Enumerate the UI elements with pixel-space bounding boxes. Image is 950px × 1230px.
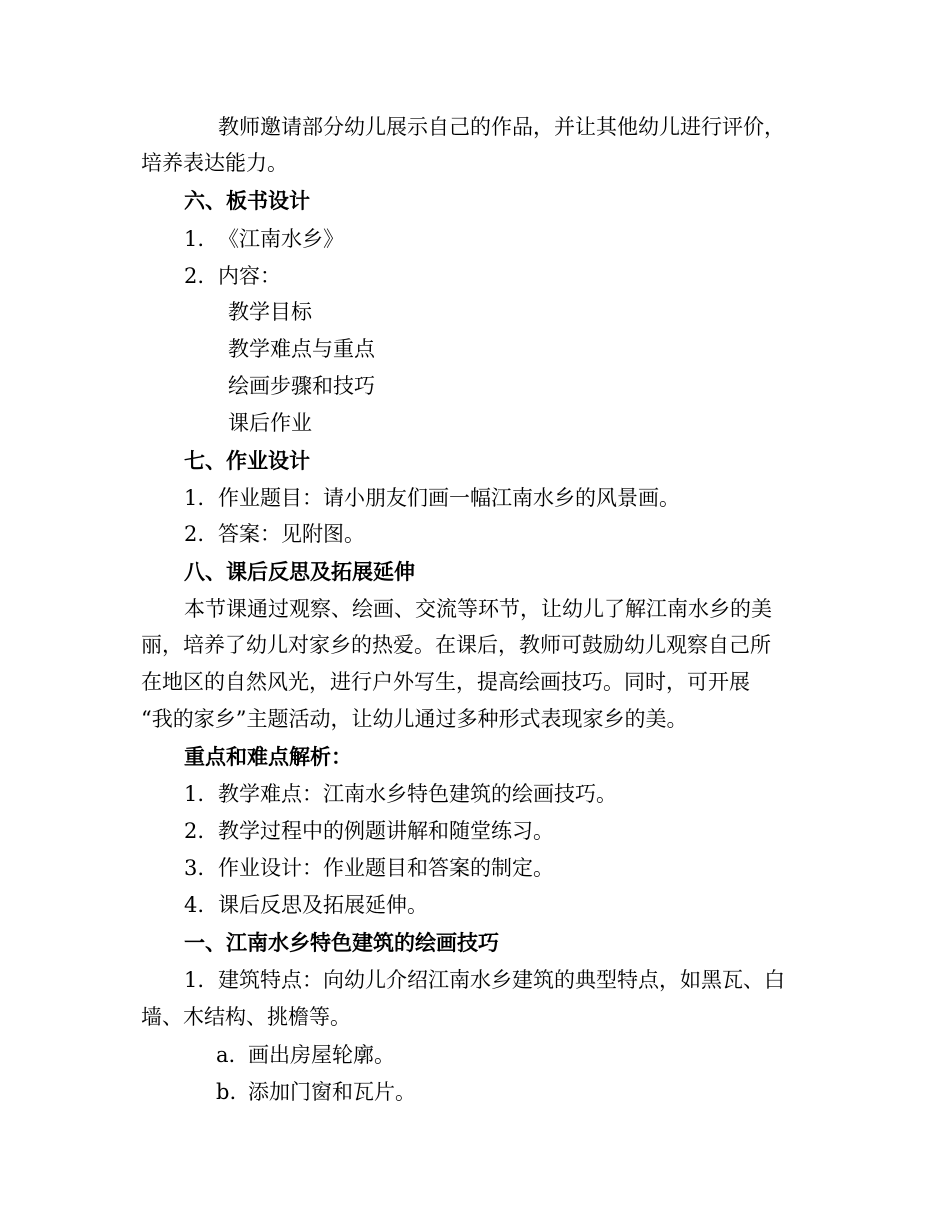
list-text: 内容： bbox=[218, 264, 281, 288]
list-item bbox=[184, 483, 680, 513]
list-text: 《江南水乡》 bbox=[218, 227, 344, 251]
list-text: 课后反思及拓展延伸。 bbox=[218, 893, 428, 917]
content-item: 课后作业 bbox=[228, 411, 312, 435]
sub-list-item bbox=[216, 1077, 416, 1107]
content-item: 教学目标 bbox=[228, 300, 312, 324]
sub-list-item bbox=[216, 1040, 395, 1070]
section-6-heading: 六、板书设计 bbox=[184, 188, 310, 213]
section-1-heading: 一、江南水乡特色建筑的绘画技巧 bbox=[184, 930, 499, 955]
reflection-line-3: 在地区的自然风光，进行户外写生，提高绘画技巧。同时，可开展 bbox=[141, 670, 750, 694]
list-item bbox=[184, 224, 344, 254]
list-item bbox=[184, 890, 428, 920]
list-item bbox=[184, 853, 554, 883]
list-text: 建筑特点：向幼儿介绍江南水乡建筑的典型特点，如黑瓦、白 bbox=[218, 968, 785, 992]
list-number: 1. bbox=[184, 486, 205, 510]
list-text: 作业设计：作业题目和答案的制定。 bbox=[218, 856, 554, 880]
sub-list-label: b. bbox=[216, 1080, 237, 1104]
list-number: 2. bbox=[184, 819, 205, 843]
list-number: 1. bbox=[184, 227, 205, 251]
list-text: 答案：见附图。 bbox=[218, 522, 365, 546]
content-item: 绘画步骤和技巧 bbox=[228, 374, 375, 398]
reflection-line-2: 丽，培养了幼儿对家乡的热爱。在课后，教师可鼓励幼儿观察自己所 bbox=[141, 633, 771, 657]
list-number: 2. bbox=[184, 264, 205, 288]
intro-paragraph-line-2: 培养表达能力。 bbox=[141, 151, 288, 175]
list-item bbox=[184, 816, 554, 846]
analysis-heading: 重点和难点解析： bbox=[184, 744, 352, 769]
list-text: 教学难点：江南水乡特色建筑的绘画技巧。 bbox=[218, 782, 617, 806]
list-number: 1. bbox=[184, 782, 205, 806]
list-item bbox=[184, 779, 617, 809]
section-8-heading: 八、课后反思及拓展延伸 bbox=[184, 559, 415, 584]
list-text: 教学过程中的例题讲解和随堂练习。 bbox=[218, 819, 554, 843]
list-item bbox=[184, 261, 281, 291]
sub-list-label: a. bbox=[216, 1043, 236, 1067]
reflection-line-4: “我的家乡”主题活动，让幼儿通过多种形式表现家乡的美。 bbox=[141, 707, 688, 731]
section-7-heading: 七、作业设计 bbox=[184, 448, 310, 473]
list-number: 2. bbox=[184, 522, 205, 546]
list-item-continuation: 墙、木结构、挑檐等。 bbox=[141, 1005, 351, 1029]
list-text: 作业题目：请小朋友们画一幅江南水乡的风景画。 bbox=[218, 486, 680, 510]
sub-list-text: 画出房屋轮廓。 bbox=[248, 1043, 395, 1067]
list-item bbox=[184, 519, 365, 549]
list-item bbox=[184, 965, 785, 995]
list-number: 4. bbox=[184, 893, 205, 917]
reflection-line-1: 本节课通过观察、绘画、交流等环节，让幼儿了解江南水乡的美 bbox=[184, 597, 772, 621]
intro-paragraph-line-1: 教师邀请部分幼儿展示自己的作品，并让其他幼儿进行评价， bbox=[218, 115, 785, 139]
list-number: 3. bbox=[184, 856, 205, 880]
sub-list-text: 添加门窗和瓦片。 bbox=[248, 1080, 416, 1104]
list-number: 1. bbox=[184, 968, 205, 992]
content-item: 教学难点与重点 bbox=[228, 337, 375, 361]
